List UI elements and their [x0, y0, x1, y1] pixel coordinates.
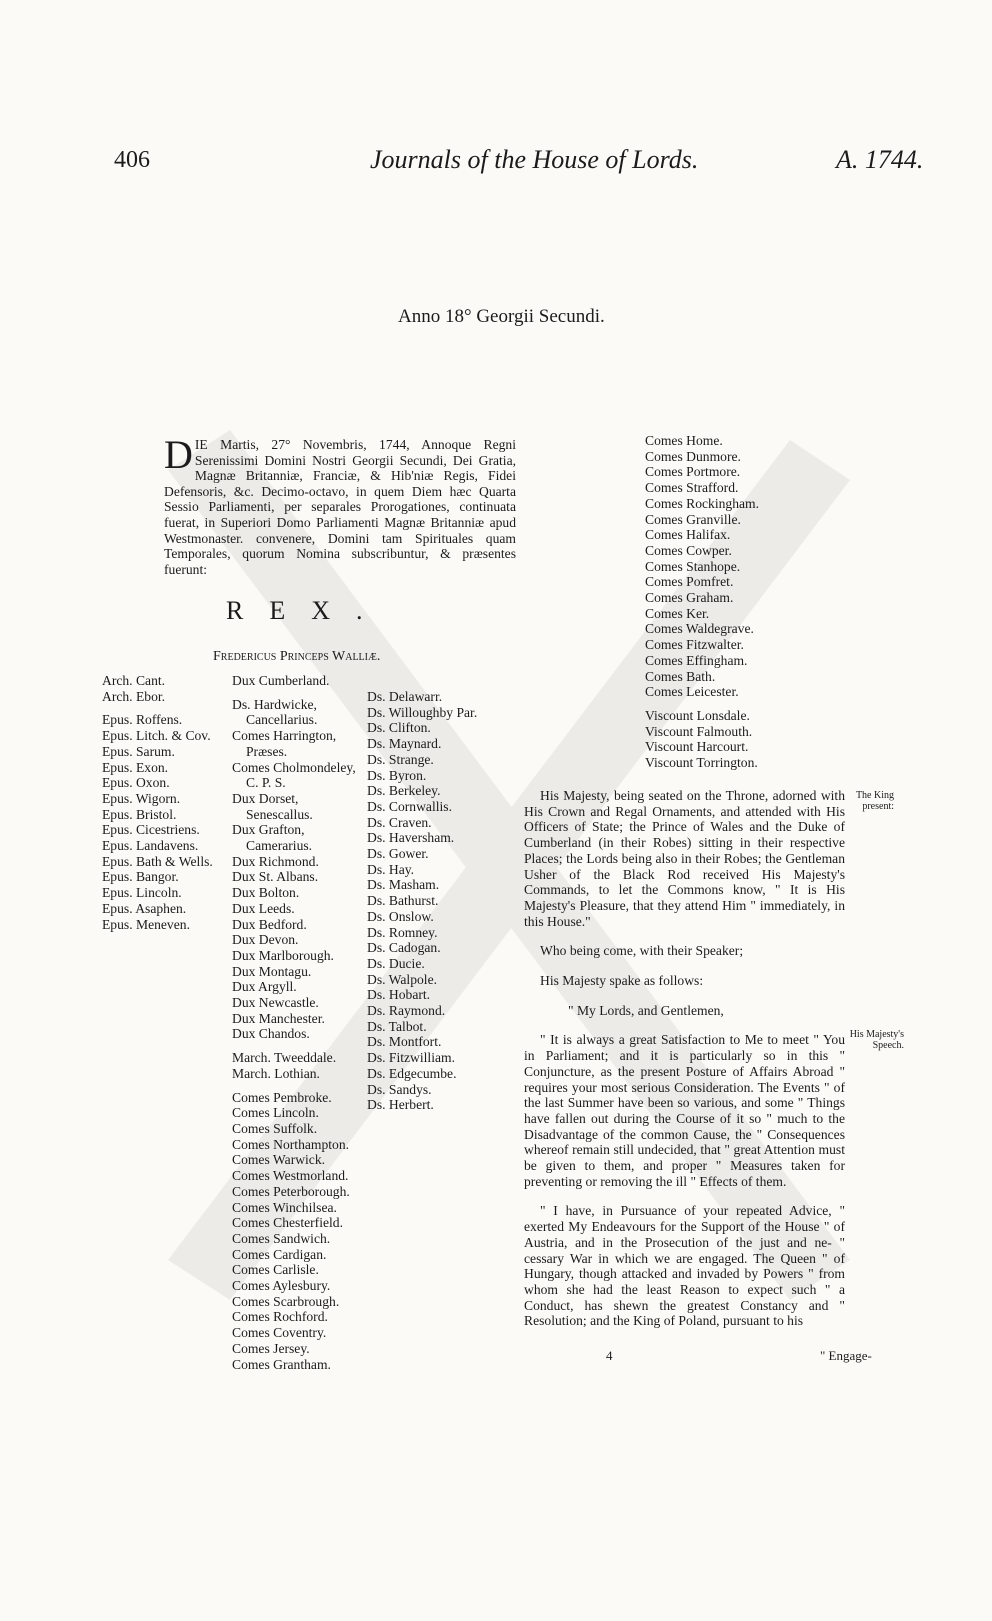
- page-number: 406: [114, 147, 150, 173]
- list-spacer: [102, 704, 213, 712]
- journal-title: Journals of the House of Lords.: [370, 145, 699, 174]
- peer-name: Dux Bolton.: [232, 885, 300, 901]
- peer-name: Comes Aylesbury.: [232, 1278, 331, 1294]
- peer-name: Epus. Bath & Wells.: [102, 853, 213, 869]
- peer-name: Comes Bath.: [645, 668, 716, 684]
- office-title: Cancellarius.: [246, 712, 318, 728]
- peer-name: Comes Cowper.: [645, 542, 732, 558]
- peer-name: Comes Waldegrave.: [645, 621, 754, 637]
- peer-name: Comes Portmore.: [645, 464, 741, 480]
- peer-name: Epus. Wigorn.: [102, 790, 181, 806]
- margin-note-king-present: The King present:: [855, 790, 894, 812]
- spake-line: His Majesty spake as follows:: [540, 973, 704, 989]
- peer-name: Dux Montagu.: [232, 963, 312, 979]
- peer-name: Ds. Cadogan.: [367, 940, 441, 956]
- opening-paragraph: [164, 432, 516, 577]
- peer-name: Ds. Ducie.: [367, 955, 425, 971]
- peer-name: Comes Lincoln.: [232, 1105, 319, 1121]
- peer-name: Comes Jersey.: [232, 1340, 310, 1356]
- peer-name: Ds. Haversham.: [367, 830, 455, 846]
- salutation-line: " My Lords, and Gentlemen,: [568, 1002, 724, 1018]
- peer-name: Viscount Harcourt.: [645, 739, 749, 755]
- peer-name: Ds. Delawarr.: [367, 689, 443, 704]
- peer-name: Comes Chesterfield.: [232, 1215, 343, 1231]
- peer-name: Ds. Bathurst.: [367, 893, 439, 909]
- peer-name: Comes Harrington,: [232, 728, 337, 744]
- peer-name: Viscount Falmouth.: [645, 723, 753, 739]
- office-title: Præses.: [246, 743, 288, 759]
- peer-name: Ds. Sandys.: [367, 1081, 432, 1097]
- list-spacer: [232, 1082, 356, 1090]
- peer-name: Ds. Hay.: [367, 861, 415, 877]
- peer-name: Viscount Torrington.: [645, 755, 758, 771]
- throne-paragraph: His Majesty, being seated on the Throne, adorned with His Crown and Regal Ornaments, and attended with His Officers of State; the Prince of Wales and the Duke of Cumberland (in their Robes) sitting in their respective Places; the Lords being also in their Robes; the Gentleman Usher of the Black Rod received His Majesty's Commands, to let the Commons know, " It is His Majesty's Pleasure, that they attend Him " immediately, in this House.": [524, 788, 845, 929]
- peer-name: Epus. Oxon.: [102, 775, 170, 791]
- peer-name: Comes Home.: [645, 433, 723, 448]
- peer-name: Dux Newcastle.: [232, 995, 319, 1011]
- peer-name: Comes Sandwich.: [232, 1230, 331, 1246]
- peer-name: Comes Northampton.: [232, 1136, 350, 1152]
- peer-name: Ds. Clifton.: [367, 720, 431, 736]
- peer-name: Comes Cardigan.: [232, 1246, 327, 1262]
- peer-name: Comes Peterborough.: [232, 1183, 350, 1199]
- catchword: " Engage-: [820, 1348, 872, 1363]
- peer-name: Comes Pembroke.: [232, 1089, 332, 1105]
- peer-name: Dux Manchester.: [232, 1010, 325, 1026]
- peer-name: Dux Cumberland.: [232, 673, 330, 688]
- peer-name: Ds. Willoughby Par.: [367, 704, 478, 720]
- peer-name: Epus. Bristol.: [102, 806, 177, 822]
- peer-name: Comes Granville.: [645, 511, 741, 527]
- drop-cap: D: [164, 432, 193, 477]
- peer-name: March. Tweeddale.: [232, 1050, 337, 1066]
- peer-name: Ds. Walpole.: [367, 971, 438, 987]
- list-spacer: [232, 1042, 356, 1050]
- bishops-column: [102, 673, 213, 932]
- peer-name: Dux St. Albans.: [232, 869, 319, 885]
- peer-name: Dux Argyll.: [232, 979, 297, 995]
- peer-name: Epus. Meneven.: [102, 916, 190, 932]
- office-title: Camerarius.: [246, 838, 313, 854]
- peer-name: Dux Grafton,: [232, 822, 305, 838]
- peer-name: Comes Pomfret.: [645, 574, 734, 590]
- peer-name: Arch. Ebor.: [102, 688, 166, 704]
- peer-name: Epus. Cicestriens.: [102, 822, 200, 838]
- peer-name: Epus. Litch. & Cov.: [102, 728, 211, 744]
- peer-name: Comes Westmorland.: [232, 1168, 349, 1184]
- dukes-earls-column: [232, 673, 356, 1372]
- peer-name: Ds. Edgecumbe.: [367, 1065, 457, 1081]
- peer-name: Comes Scarbrough.: [232, 1293, 340, 1309]
- peer-name: Comes Leicester.: [645, 684, 739, 700]
- peer-name: Comes Effingham.: [645, 652, 748, 668]
- peer-name: Epus. Sarum.: [102, 743, 175, 759]
- peer-name: Comes Carlisle.: [232, 1262, 319, 1278]
- peer-name: Ds. Onslow.: [367, 908, 434, 924]
- peer-name: Comes Rochford.: [232, 1309, 328, 1325]
- speech-paragraph-1: " It is always a great Satisfaction to Me to meet " You in Parliament; and it is particularly so in this " Conjuncture, as the present Posture of Affairs Abroad " requires your most serious Consideration. The Events " of the last Summer have been so various, and some " Things have fallen out during the Course of it so " much to the Disadvantage of the common Cause, the " Consequences whereof remain still undecided, that " great Attention must be given to them, and proper " Measures taken for preventing or removing the ill " Effects of them.: [524, 1032, 845, 1189]
- peer-name: Ds. Herbert.: [367, 1097, 434, 1113]
- peer-name: Comes Graham.: [645, 590, 734, 606]
- speaker-line: Who being come, with their Speaker;: [540, 943, 744, 959]
- prince-of-wales-line: Fredericus Princeps Walliæ.: [213, 649, 381, 664]
- peer-name: Ds. Hardwicke,: [232, 696, 317, 712]
- peer-name: Ds. Romney.: [367, 924, 438, 940]
- kings-speech-text: [524, 788, 845, 1329]
- peer-name: March. Lothian.: [232, 1065, 320, 1081]
- peer-name: Ds. Raymond.: [367, 1003, 446, 1019]
- peer-name: Comes Coventry.: [232, 1325, 327, 1341]
- peer-name: Comes Ker.: [645, 605, 710, 621]
- peer-name: Dux Marlborough.: [232, 947, 334, 963]
- office-title: C. P. S.: [246, 775, 286, 791]
- peer-name: Comes Cholmondeley,: [232, 759, 356, 775]
- session-heading: Anno 18° Georgii Secundi.: [398, 306, 605, 327]
- peer-name: Dux Bedford.: [232, 916, 307, 932]
- earls-viscounts-column: [645, 433, 759, 771]
- peer-name: Epus. Asaphen.: [102, 900, 187, 916]
- peer-name: Dux Richmond.: [232, 853, 319, 869]
- peer-name: Comes Grantham.: [232, 1356, 331, 1372]
- peer-name: Comes Warwick.: [232, 1152, 326, 1168]
- peer-name: Epus. Lincoln.: [102, 885, 182, 901]
- peer-name: Epus. Exon.: [102, 759, 169, 775]
- year-heading: A. 1744.: [836, 145, 924, 174]
- list-spacer: [645, 700, 759, 708]
- peer-name: Ds. Berkeley.: [367, 783, 441, 799]
- peer-name: Dux Dorset,: [232, 790, 299, 806]
- peer-name: Ds. Byron.: [367, 767, 427, 783]
- peer-name: Comes Suffolk.: [232, 1120, 318, 1136]
- peer-name: Comes Stanhope.: [645, 558, 741, 574]
- peer-name: Epus. Landavens.: [102, 838, 199, 854]
- peer-name: Epus. Bangor.: [102, 869, 179, 885]
- margin-note-majestys-speech: His Majesty's Speech.: [849, 1029, 904, 1051]
- office-title: Senescallus.: [246, 806, 313, 822]
- peer-name: Ds. Strange.: [367, 751, 434, 767]
- peer-name: Comes Winchilsea.: [232, 1199, 337, 1215]
- peer-name: Ds. Craven.: [367, 814, 432, 830]
- barons-column: [367, 689, 477, 1113]
- peer-name: Arch. Cant.: [102, 673, 166, 688]
- peer-name: Ds. Masham.: [367, 877, 440, 893]
- peer-name: Comes Fitzwalter.: [645, 637, 744, 653]
- peer-name: Ds. Talbot.: [367, 1018, 427, 1034]
- peer-name: Comes Halifax.: [645, 527, 731, 543]
- opening-text: IE Martis, 27° Novembris, 1744, Annoque Regni Serenissimi Domini Nostri Georgii Secundi, Dei Gratia, Magnæ Britanniæ, Franciæ, & Hib'niæ Regis, Fidei Defensoris, &c. Decimo-octavo, in quem Diem hæc Quarta Sessio Parliamenti, per separales Prorogationes, continuata fuerat, in Superiori Domo Parliamenti Magnæ Britanniæ apud Westmonaster. convenere, Domini tam Spirituales quam Temporales, quorum Nomina subscribuntur, & præsentes fuerunt:: [164, 437, 516, 577]
- peer-name: Viscount Lonsdale.: [645, 707, 750, 723]
- peer-name: Comes Dunmore.: [645, 448, 741, 464]
- peer-name: Ds. Hobart.: [367, 987, 431, 1003]
- speech-paragraph-2: " I have, in Pursuance of your repeated Advice, " exerted My Endeavours for the Support of the House " of Austria, and in the Prosecution of the just and ne- " cessary War in which we are engaged. The Queen " of Hungary, though attacked and invaded by Powers " from whom she had the least Reason to expect such " a Conduct, has shewn the greatest Constancy and " Resolution; and the King of Poland, pursuant to his: [524, 1203, 845, 1329]
- peer-name: Ds. Fitzwilliam.: [367, 1050, 455, 1066]
- peer-name: Ds. Maynard.: [367, 736, 442, 752]
- peer-name: Dux Devon.: [232, 932, 299, 948]
- peer-name: Dux Chandos.: [232, 1026, 310, 1042]
- signature-mark: 4: [606, 1348, 613, 1363]
- peer-name: Ds. Montfort.: [367, 1034, 442, 1050]
- rex-heading: REX.: [226, 596, 389, 625]
- peer-name: Dux Leeds.: [232, 900, 295, 916]
- peer-name: Comes Strafford.: [645, 480, 739, 496]
- peer-name: Ds. Cornwallis.: [367, 798, 452, 814]
- peer-name: Ds. Gower.: [367, 846, 429, 862]
- peer-name: Comes Rockingham.: [645, 495, 760, 511]
- list-spacer: [232, 689, 356, 697]
- peer-name: Epus. Roffens.: [102, 712, 183, 728]
